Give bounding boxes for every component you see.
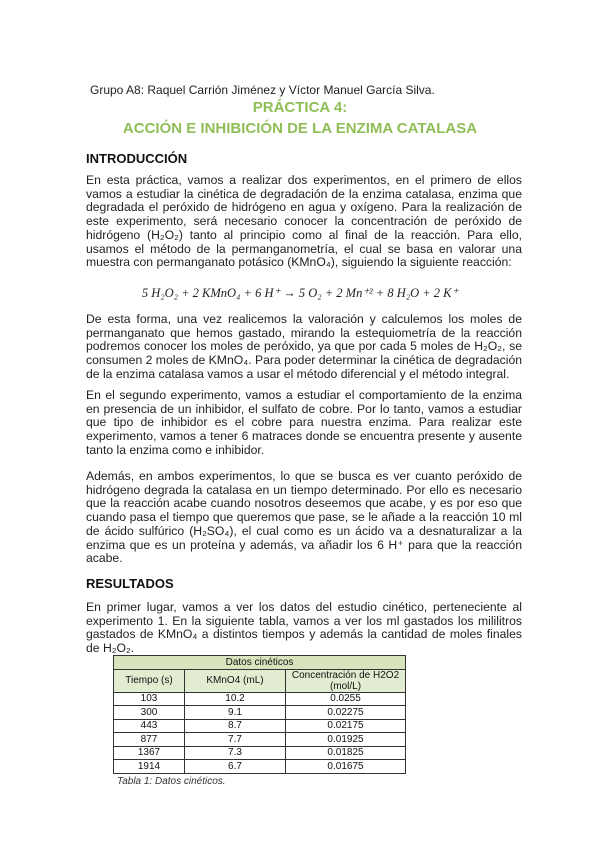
table-cell: 1914 [114, 760, 185, 774]
table-row [114, 706, 406, 720]
table-row [114, 760, 406, 774]
table-cell: 7.3 [185, 746, 286, 760]
table-cell: 0.0255 [286, 692, 406, 706]
table-cell: 10.2 [185, 692, 286, 706]
table-row [114, 719, 406, 733]
table-cell: 0.01925 [286, 733, 406, 747]
table-cell: 103 [114, 692, 185, 706]
table-row [114, 746, 406, 760]
intro-paragraph-3: En el segundo experimento, vamos a estudiar el comportamiento de la enzima en presencia de un inhibidor, el sulfato de cobre. Por lo tanto, vamos a estudiar que tipo de inhibidor es el cobre para nuestra enzima. Para realizar este experimento, vamos a tener 6 matraces donde se encuentra presente y ausente tanto la enzima como e inhibidor. [86, 388, 522, 457]
table-cell: 0.02175 [286, 719, 406, 733]
results-heading: RESULTADOS [86, 576, 174, 591]
column-header: Concentración de H2O2 (mol/L) [286, 669, 406, 692]
document-title: ACCIÓN E INHIBICIÓN DE LA ENZIMA CATALASA [122, 120, 478, 137]
table-cell: 0.01675 [286, 760, 406, 774]
table-cell: 0.02275 [286, 706, 406, 720]
practice-number: PRÁCTICA 4: [252, 99, 348, 116]
table-cell: 1367 [114, 746, 185, 760]
table-caption: Tabla 1: Datos cinéticos. [117, 776, 226, 787]
table-row [114, 733, 406, 747]
table-cell: 6.7 [185, 760, 286, 774]
column-header: KMnO4 (mL) [185, 669, 286, 692]
intro-heading: INTRODUCCIÓN [86, 151, 188, 166]
column-header: Tiempo (s) [114, 669, 185, 692]
table-title: Datos cinéticos [114, 656, 406, 670]
table-cell: 0.01825 [286, 746, 406, 760]
reaction-equation: 5 H₂O₂ + 2 KMnO₄ + 6 H⁺ → 5 O₂ + 2 Mn⁺² + 8 H₂O + 2 K⁺ [141, 286, 459, 300]
table-cell: 8.7 [185, 719, 286, 733]
table-cell: 7.7 [185, 733, 286, 747]
results-paragraph-1: En primer lugar, vamos a ver los datos del estudio cinético, perteneciente al experimento 1. En la siguiente tabla, vamos a ver los ml gastados los mililitros gastados de KMnO₄ a distintos tiempos y además la cantidad de moles finales de H₂O₂. [86, 600, 522, 656]
table-cell: 443 [114, 719, 185, 733]
table-cell: 9.1 [185, 706, 286, 720]
table-row [114, 692, 406, 706]
kinetic-data-table [113, 655, 406, 774]
intro-paragraph-2: De esta forma, una vez realicemos la valoración y calculemos los moles de permanganato que hemos gastado, mirando la estequiometría de la reacción podremos conocer los moles de peróxido, ya que por cada 5 moles de H₂O₂, se consumen 2 moles de KMnO₄. Para poder determinar la cinética de degradación de la enzima catalasa vamos a usar el método diferencial y el método integral. [86, 312, 522, 381]
table-cell: 877 [114, 733, 185, 747]
intro-paragraph-4: Además, en ambos experimentos, lo que se busca es ver cuanto peróxido de hidrógeno degrada la catalasa en un tiempo determinado. Por ello es necesario que la reacción acabe cuando nosotros deseemos que acabe, y es por eso que cuando pasa el tiempo que queremos que pase, se le añade a la reacción 10 ml de ácido sulfúrico (H₂SO₄), el cual como es un ácido va a desnaturalizar a la enzima que es un proteína y además, va añadir los 6 H⁺ para que la reacción acabe. [86, 469, 522, 566]
authors-line: Grupo A8: Raquel Carrión Jiménez y Víctor Manuel García Silva. [90, 83, 435, 97]
intro-paragraph-1: En esta práctica, vamos a realizar dos experimentos, en el primero de ellos vamos a estudiar la cinética de degradación de la enzima catalasa, enzima que degradada el peróxido de hidrógeno en agua y oxígeno. Para la realización de este experimento, será necesario conocer la concentración de peróxido de hidrógeno (H₂O₂) tanto al principio como al final de la reacción. Para ello, usamos el método de la permanganometría, el cual se basa en valorar una muestra con permanganato potásico (KMnO₄), siguiendo la siguiente reacción: [86, 173, 522, 270]
table-cell: 300 [114, 706, 185, 720]
